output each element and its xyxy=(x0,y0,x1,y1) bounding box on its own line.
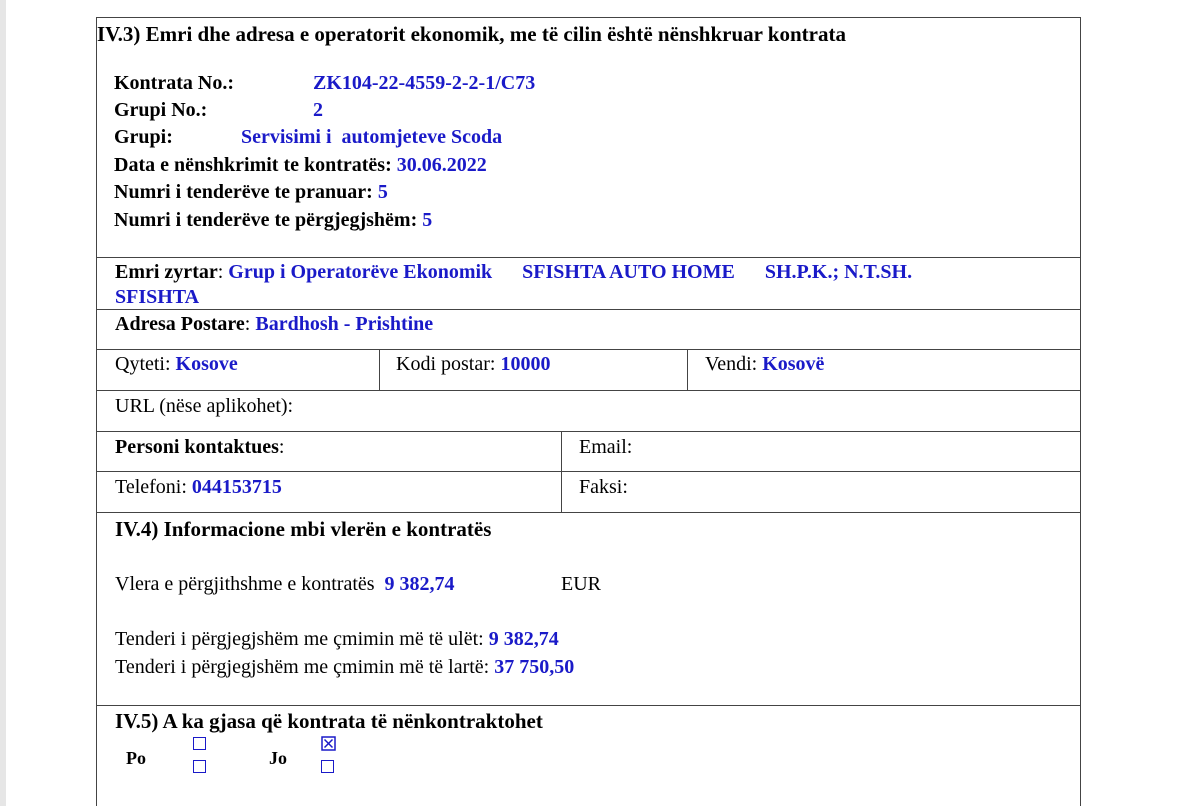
divider xyxy=(96,257,1080,258)
official-name-value-cont: SFISHTA xyxy=(115,286,200,308)
total-label: Vlera e përgjithshme e kontratës xyxy=(115,573,375,595)
section-iv5-heading: IV.5) A ka gjasa që kontrata të nënkontraktohet xyxy=(115,709,543,733)
city-line xyxy=(115,352,238,376)
received-line xyxy=(114,180,388,204)
official-name-label: Emri zyrtar xyxy=(115,261,218,283)
sign-date-value: 30.06.2022 xyxy=(396,154,487,176)
official-name-value: Grup i Operatorëve Ekonomik SFISHTA AUTO HOME SH.P.K.; N.T.SH. xyxy=(228,261,913,283)
total-value: 9 382,74 xyxy=(384,573,455,595)
cell-divider xyxy=(379,349,380,390)
cell-divider xyxy=(561,431,562,512)
divider xyxy=(96,705,1080,706)
section-iv4-heading: IV.4) Informacione mbi vlerën e kontratës xyxy=(115,517,492,541)
contract-no-value: ZK104-22-4559-2-2-1/C73 xyxy=(313,72,536,94)
postal-code-line xyxy=(396,352,550,376)
group-value: Servisimi i automjeteve Scoda xyxy=(241,126,503,148)
divider xyxy=(96,390,1080,391)
responsive-value: 5 xyxy=(422,209,433,231)
yes-label: Po xyxy=(126,748,146,768)
yes-checkbox-top[interactable] xyxy=(193,737,206,750)
divider xyxy=(96,512,1080,513)
cell-divider xyxy=(687,349,688,390)
postal-address-line: Adresa Postare: Bardhosh - Prishtine xyxy=(115,313,434,335)
responsive-label: Numri i tenderëve te përgjegjshëm: xyxy=(114,209,418,231)
divider xyxy=(96,17,1080,18)
city-label: Qyteti: xyxy=(115,353,171,375)
country-label: Vendi: xyxy=(705,353,758,375)
yes-checkbox[interactable] xyxy=(193,760,206,773)
total-value-line xyxy=(115,572,455,596)
highest-value: 37 750,50 xyxy=(494,656,575,678)
section-iv3-heading: IV.3) Emri dhe adresa e operatorit ekonomik, me të cilin është nënshkruar kontrata xyxy=(97,22,846,46)
currency: EUR xyxy=(561,573,601,595)
url-label: URL (nëse aplikohet): xyxy=(115,395,294,417)
group-label: Grupi: xyxy=(114,126,173,148)
no-label: Jo xyxy=(269,748,287,768)
lowest-value: 9 382,74 xyxy=(488,628,559,650)
responsive-line xyxy=(114,208,432,232)
country-line xyxy=(705,352,824,376)
postal-address-label: Adresa Postare xyxy=(115,313,245,335)
no-checkbox-checked[interactable] xyxy=(321,736,336,751)
postal-code-label: Kodi postar: xyxy=(396,353,496,375)
sign-date-line xyxy=(114,153,487,177)
lowest-line xyxy=(115,627,559,651)
email-label: Email: xyxy=(579,436,633,458)
received-value: 5 xyxy=(377,181,388,203)
contract-no-label: Kontrata No.: xyxy=(114,72,234,94)
divider xyxy=(96,349,1080,350)
postal-code-value: 10000 xyxy=(500,353,551,375)
contact-label: Personi kontaktues xyxy=(115,436,279,458)
official-name-line: Emri zyrtar: Grup i Operatorëve Ekonomik SFISHTA AUTO HOME SH.P.K.; N.T.SH. xyxy=(115,261,913,283)
divider xyxy=(96,471,1080,472)
highest-label: Tenderi i përgjegjshëm me çmimin më të lartë: xyxy=(115,656,490,678)
contact-line: Personi kontaktues: xyxy=(115,436,285,458)
divider xyxy=(96,431,1080,432)
highest-line xyxy=(115,655,574,679)
city-value: Kosove xyxy=(175,353,238,375)
phone-label: Telefoni: xyxy=(115,476,187,498)
group-no-value: 2 xyxy=(313,99,323,121)
sign-date-label: Data e nënshkrimit te kontratës: xyxy=(114,154,392,176)
lowest-label: Tenderi i përgjegjshëm me çmimin më të ulët: xyxy=(115,628,484,650)
postal-address-value: Bardhosh - Prishtine xyxy=(255,313,434,335)
group-no-label: Grupi No.: xyxy=(114,99,208,121)
divider xyxy=(96,309,1080,310)
received-label: Numri i tenderëve te pranuar: xyxy=(114,181,373,203)
fax-label: Faksi: xyxy=(579,476,628,498)
phone-value: 044153715 xyxy=(191,476,282,498)
country-value: Kosovë xyxy=(762,353,825,375)
no-checkbox[interactable] xyxy=(321,760,334,773)
page-left-edge xyxy=(0,0,6,806)
phone-line xyxy=(115,475,282,499)
